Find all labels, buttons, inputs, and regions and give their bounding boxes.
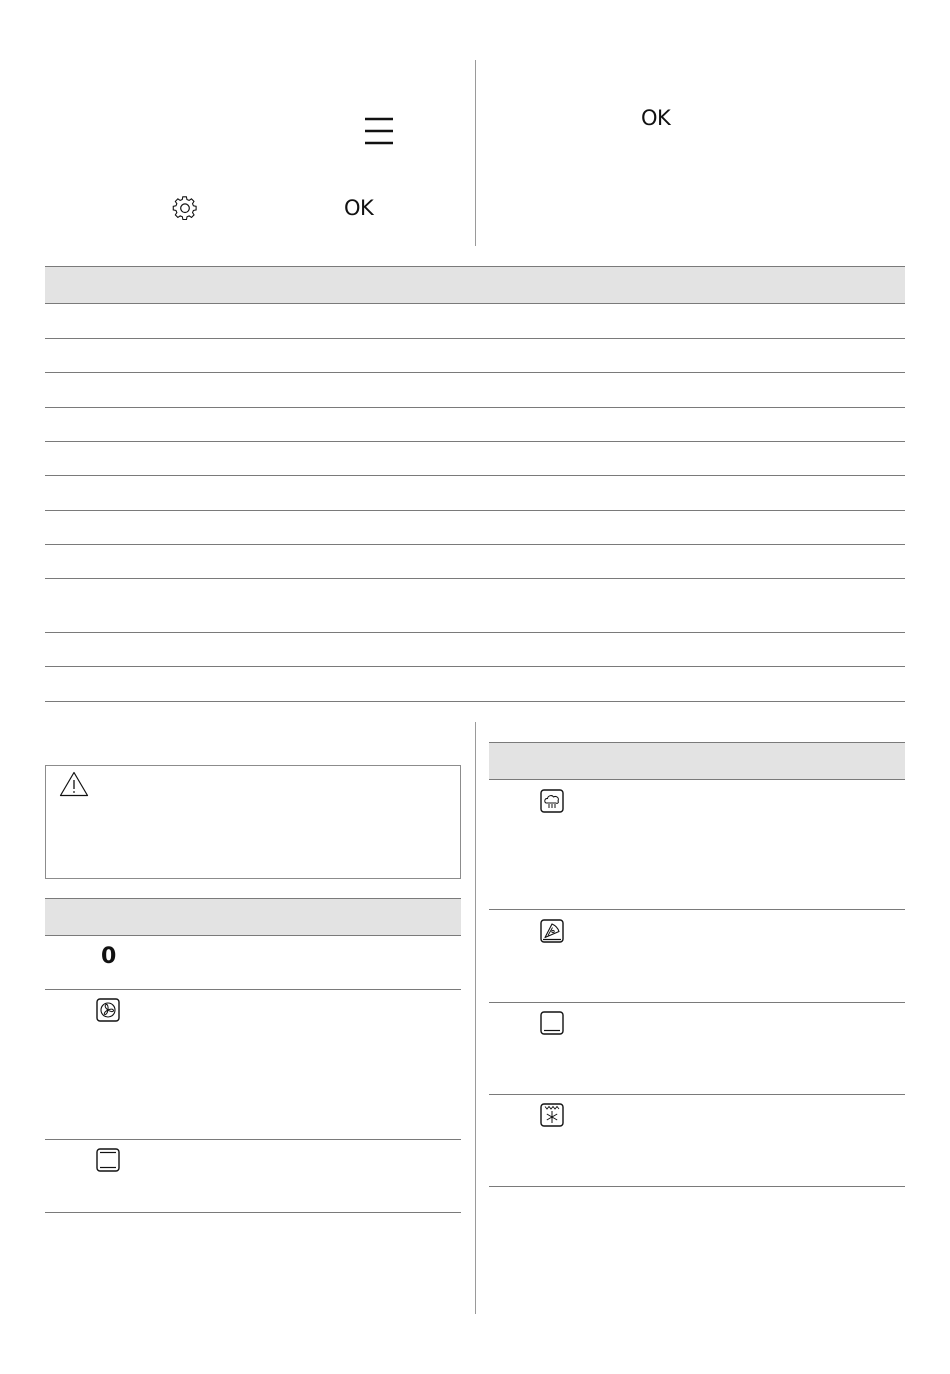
table-row <box>45 1139 461 1140</box>
ok-label-left: OK <box>344 196 374 220</box>
table-row <box>45 578 905 579</box>
table-row <box>45 510 905 511</box>
ok-label-right: OK <box>641 106 671 130</box>
fan-icon <box>96 998 120 1022</box>
main-table-header <box>45 266 905 304</box>
table-row <box>45 701 905 702</box>
table-row <box>45 544 905 545</box>
table-row <box>45 441 905 442</box>
warning-box <box>45 765 461 879</box>
left-table-header <box>45 898 461 936</box>
defrost-icon <box>540 1103 564 1127</box>
bottom-heat-icon <box>540 1011 564 1035</box>
table-row <box>45 666 905 667</box>
warning-triangle-icon <box>59 771 89 797</box>
table-row <box>45 338 905 339</box>
zero-symbol: 0 <box>101 944 117 969</box>
right-table-header <box>489 742 905 780</box>
steam-bread-icon <box>540 789 564 813</box>
table-row <box>45 989 461 990</box>
pizza-icon <box>540 919 564 943</box>
table-row <box>489 1186 905 1187</box>
top-column-divider <box>475 60 476 246</box>
table-row <box>45 372 905 373</box>
table-row <box>45 632 905 633</box>
table-row <box>489 909 905 910</box>
menu-icon <box>364 116 394 146</box>
table-row <box>45 1212 461 1213</box>
table-row <box>45 475 905 476</box>
bottom-column-divider <box>475 722 476 1314</box>
table-row <box>489 1002 905 1003</box>
gear-icon <box>172 195 198 221</box>
top-bottom-heat-icon <box>96 1148 120 1172</box>
table-row <box>45 407 905 408</box>
table-row <box>489 1094 905 1095</box>
